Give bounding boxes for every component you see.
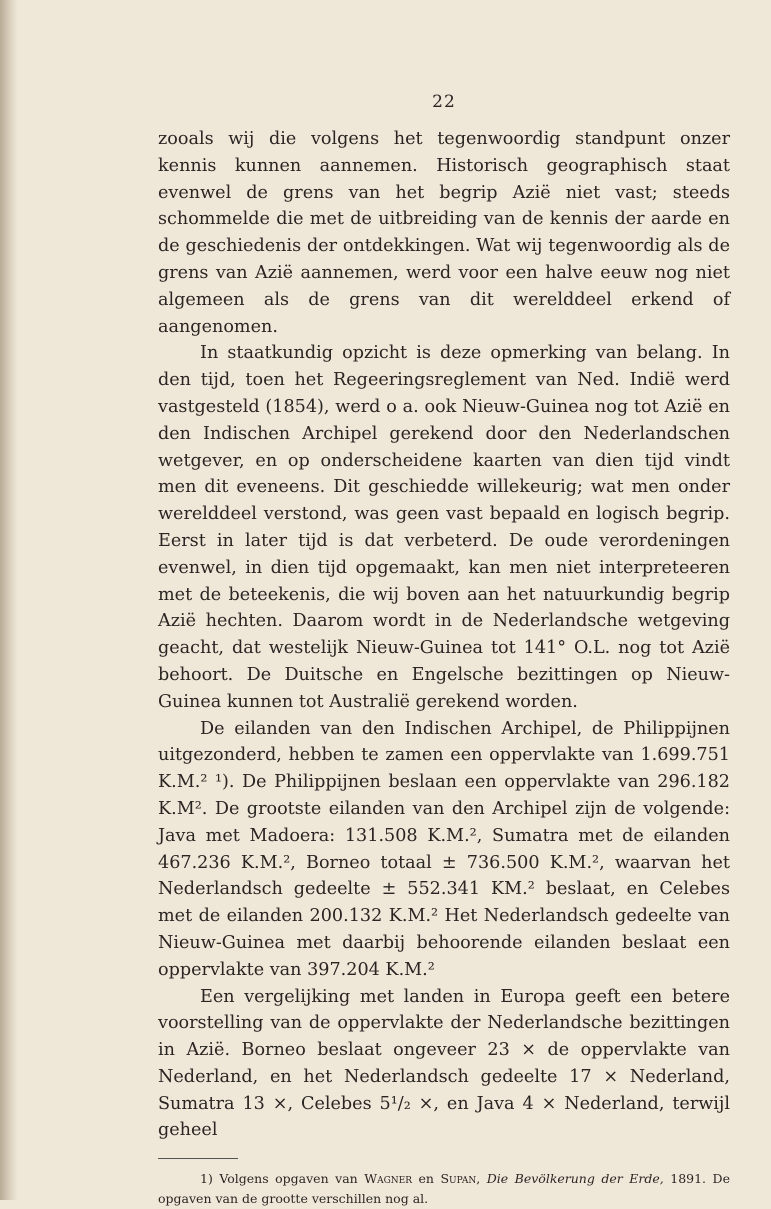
footnote bbox=[158, 1169, 730, 1209]
page-number: 22 bbox=[432, 92, 456, 112]
paragraph-2: In staatkundig opzicht is deze opmerking van belang. In den tijd, toen het Regeeringsreglement van Ned. Indië werd vastgesteld (1854), werd o a. ook Nieuw-Guinea nog tot Azië en den Indischen Archipel gerekend door den Nederlandschen wetgever, en op onderscheidene kaarten van dien tijd vindt men dit eveneens. Dit geschiedde willekeurig; wat men onder werelddeel verstond, was geen vast bepaald en logisch begrip. Eerst in later tijd is dat verbeterd. De oude verordeningen evenwel, in dien tijd opgemaakt, kan men niet interpreteeren met de beteekenis, die wij boven aan het natuurkundig begrip Azië hechten. Daarom wordt in de Nederlandsche wetgeving geacht, dat westelijk Nieuw-Guinea tot 141° O.L. nog tot Azië behoort. De Duitsche en Engelsche bezittingen op Nieuw-Guinea kunnen tot Australië gerekend worden. bbox=[158, 343, 730, 712]
footnote-marker: 1) bbox=[200, 1171, 213, 1187]
footnote-author-wagner: Wagner bbox=[364, 1171, 412, 1187]
footnote-and: en bbox=[418, 1171, 434, 1187]
footnote-title: Die Bevölkerung der Erde, bbox=[486, 1171, 664, 1187]
footnote-author-supan: Supan, bbox=[440, 1171, 481, 1187]
body-text bbox=[158, 126, 730, 1144]
binding-edge bbox=[0, 0, 18, 1200]
paragraph-1: zooals wij die volgens het tegenwoordig standpunt onzer kennis kunnen aannemen. Historisch geographisch staat evenwel de grens van het begrip Azië niet vast; steeds schommelde die met de uitbreiding van de kennis der aarde en de geschiedenis der ontdekkingen. Wat wij tegenwoordig als de grens van Azië aannemen, werd voor een halve eeuw nog niet algemeen als de grens van dit werelddeel erkend of aangenomen. bbox=[158, 129, 730, 337]
paragraph-3: De eilanden van den Indischen Archipel, de Philippijnen uitgezonderd, hebben te zamen een oppervlakte van 1.699.751 K.M.² ¹). De Philippijnen beslaan een oppervlakte van 296.182 K.M². De grootste eilanden van den Archipel zijn de volgende: Java met Madoera: 131.508 K.M.², Sumatra met de eilanden 467.236 K.M.², Borneo totaal ± 736.500 K.M.², waarvan het Nederlandsch gedeelte ± 552.341 KM.² beslaat, en Celebes met de eilanden 200.132 K.M.² Het Nederlandsch gedeelte van Nieuw-Guinea met daarbij behoorende eilanden beslaat een oppervlakte van 397.204 K.M.² bbox=[158, 718, 730, 980]
footnote-divider bbox=[158, 1158, 238, 1159]
footnote-post: 1891. De opgaven van de grootte verschillen nog al. bbox=[158, 1171, 730, 1207]
book-page bbox=[158, 92, 730, 1209]
footnote-pre: Volgens opgaven van bbox=[219, 1171, 358, 1187]
paragraph-4: Een vergelijking met landen in Europa geeft een betere voorstelling van de oppervlakte der Nederlandsche bezittingen in Azië. Borneo beslaat ongeveer 23 × de oppervlakte van Nederland, en het Nederlandsch gedeelte 17 × Nederland, Sumatra 13 ×, Celebes 5¹/₂ ×, en Java 4 × Nederland, terwijl geheel bbox=[158, 986, 730, 1141]
